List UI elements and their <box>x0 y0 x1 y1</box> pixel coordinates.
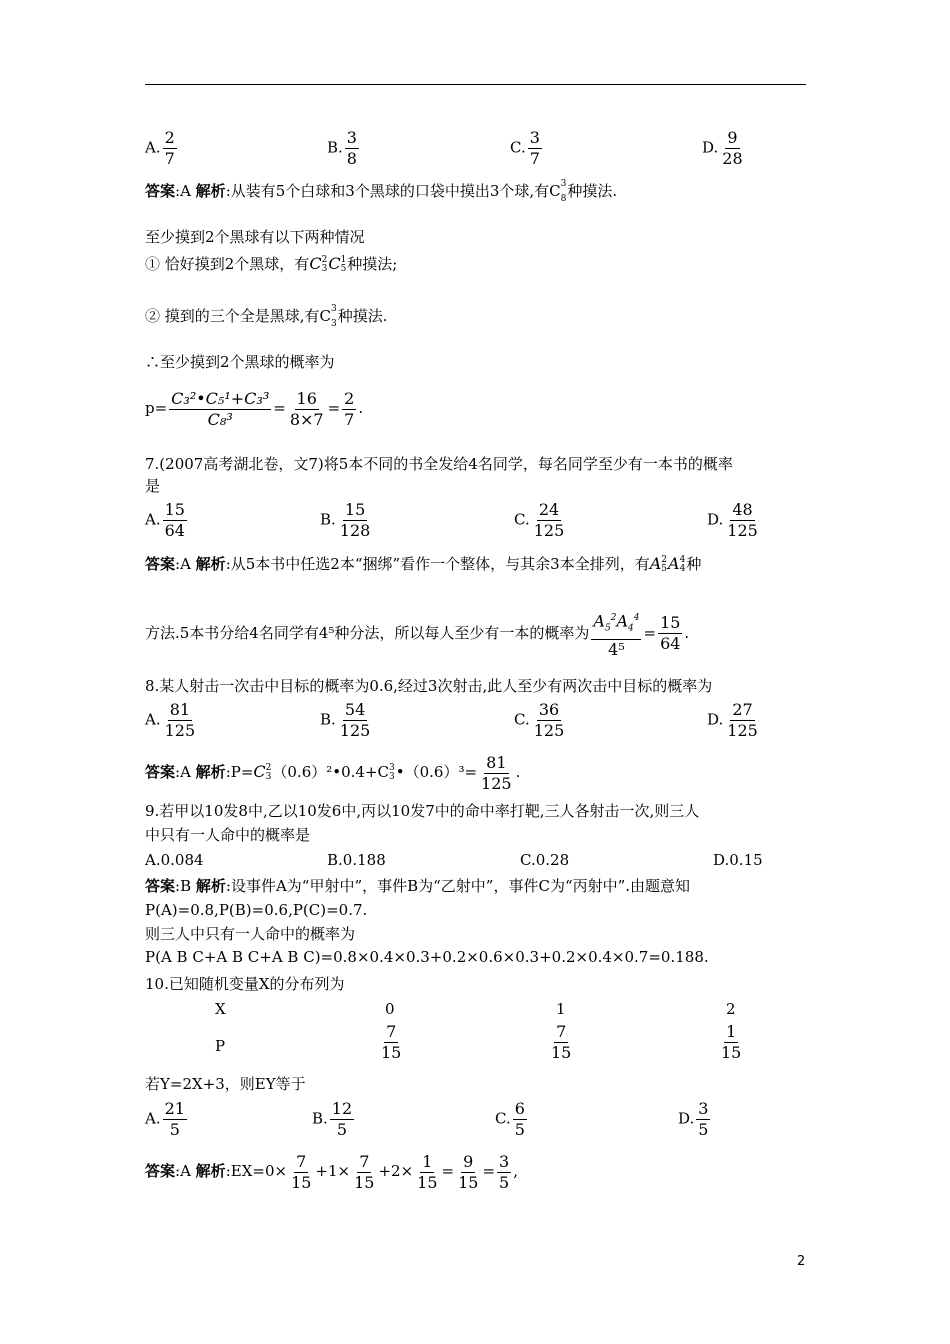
q10-option-c: C. $\frac{6}{5}$ <box>495 1099 525 1139</box>
q8-option-d: D. $\frac{27}{125}$ <box>707 700 758 740</box>
q10-x-0: 0 <box>385 1000 395 1018</box>
q9-stem: 9.若甲以10发8中,乙以10发6中,丙以10发7中的命中率打靶,三人各射击一次,则三人 <box>145 802 700 820</box>
q9-analysis-4: P(A B C+A B C+A B C)=0.8×0.4×0.3+0.2×0.6×0.3+0.2×0.4×0.7=0.188. <box>145 948 709 966</box>
q9-analysis-2: P(A)=0.8,P(B)=0.6,P(C)=0.7. <box>145 901 368 919</box>
q7-stem-2: 是 <box>145 477 161 495</box>
q7-line2: 方法.5本书分给4名同学有4⁵种分法，所以每人至少有一本的概率为 $\frac{A_5^2A_4^4}{\text{4⁵}}$ = $\frac{15}{64}$ . <box>145 608 689 660</box>
q7-option-a: A. $\frac{15}{64}$ <box>145 500 185 540</box>
q9-answer-line: 答案:B 解析:设事件A为“甲射中”，事件B为“乙射中”，事件C为“丙射中”.由题意知 <box>145 877 691 895</box>
q10-x-1: 1 <box>556 1000 566 1018</box>
q8-stem: 8.某人射击一次击中目标的概率为0.6,经过3次射击,此人至少有两次击中目标的概率为 <box>145 677 713 695</box>
q7-option-d: D. $\frac{48}{125}$ <box>707 500 758 540</box>
q10-option-b: B. $\frac{12}{5}$ <box>312 1099 353 1139</box>
q6-answer-line: 答案:A 解析:从装有5个白球和3个黑球的口袋中摸出3个球,有C 3 8 种摸法. <box>145 179 618 204</box>
q9-option-c: C.0.28 <box>520 851 570 869</box>
q9-stem-2: 中只有一人命中的概率是 <box>145 826 311 844</box>
q10-stem-2: 若Y=2X+3，则EY等于 <box>145 1075 306 1093</box>
q9-option-d: D.0.15 <box>713 851 763 869</box>
header-rule <box>145 84 806 85</box>
q6-line4: ② 摸到的三个全是黑球,有C 3 3 种摸法. <box>145 304 388 329</box>
q9-option-a: A.0.084 <box>145 851 204 869</box>
q10-option-d: D. $\frac{3}{5}$ <box>678 1099 709 1139</box>
q8-option-c: C. $\frac{36}{125}$ <box>514 700 565 740</box>
page-number: 2 <box>797 1254 806 1269</box>
q7-option-c: C. $\frac{24}{125}$ <box>514 500 565 540</box>
q6-option-a: A. $\frac{2}{7}$ <box>145 128 175 168</box>
q8-answer-line: 答案:A 解析:P=C 2 3 （0.6）²•0.4+C 3 3 •（0.6）³= $\frac{81}{125}$ . <box>145 752 521 793</box>
q7-answer-line: 答案:A 解析:从5本书中任选2本“捆绑”看作一个整体，与其余3本全排列，有A 2 5 A 4 4 种 <box>145 554 702 574</box>
q7-option-b: B. $\frac{15}{128}$ <box>320 500 371 540</box>
q10-p-2: $\frac{1}{15}$ <box>721 1022 742 1062</box>
q7-stem: 7.(2007高考湖北卷，文7)将5本不同的书全发给4名同学，每名同学至少有一本书的概率 <box>145 455 733 473</box>
q6-line5: ∴至少摸到2个黑球的概率为 <box>145 353 335 371</box>
q6-line3: ① 恰好摸到2个黑球，有C 2 3 C 1 5 种摸法; <box>145 254 398 274</box>
q6-option-b: B. $\frac{3}{8}$ <box>327 128 357 168</box>
q8-option-b: B. $\frac{54}{125}$ <box>320 700 371 740</box>
q9-option-b: B.0.188 <box>327 851 386 869</box>
q10-stem: 10.已知随机变量X的分布列为 <box>145 975 345 993</box>
q10-p-0: $\frac{7}{15}$ <box>381 1022 402 1062</box>
q10-row-p-label: P <box>215 1037 226 1055</box>
q10-p-1: $\frac{7}{15}$ <box>551 1022 572 1062</box>
q9-analysis-3: 则三人中只有一人命中的概率为 <box>145 925 356 943</box>
q6-probability: p= $\frac{\text{C₃²•C₅¹+C₃³}}{\text{C₈³}}$ = $\frac{16}{8\times 7}$ = $\frac{2}{7}$ . <box>145 388 364 429</box>
q6-line2: 至少摸到2个黑球有以下两种情况 <box>145 228 365 246</box>
q6-option-d: D. $\frac{9}{28}$ <box>702 128 743 168</box>
q8-option-a: A. $\frac{81}{125}$ <box>145 700 196 740</box>
q6-option-c: C. $\frac{3}{7}$ <box>510 128 540 168</box>
q10-answer-line: 答案:A 解析:EX=0× $\frac{7}{15}$ +1× $\frac{7}{15}$ +2× $\frac{1}{15}$ = $\frac{9}{15}$ = $\frac{3}{5}$ , <box>145 1151 518 1192</box>
q10-x-2: 2 <box>726 1000 736 1018</box>
q10-option-a: A. $\frac{21}{5}$ <box>145 1099 185 1139</box>
q10-row-x-label: X <box>215 1000 226 1018</box>
